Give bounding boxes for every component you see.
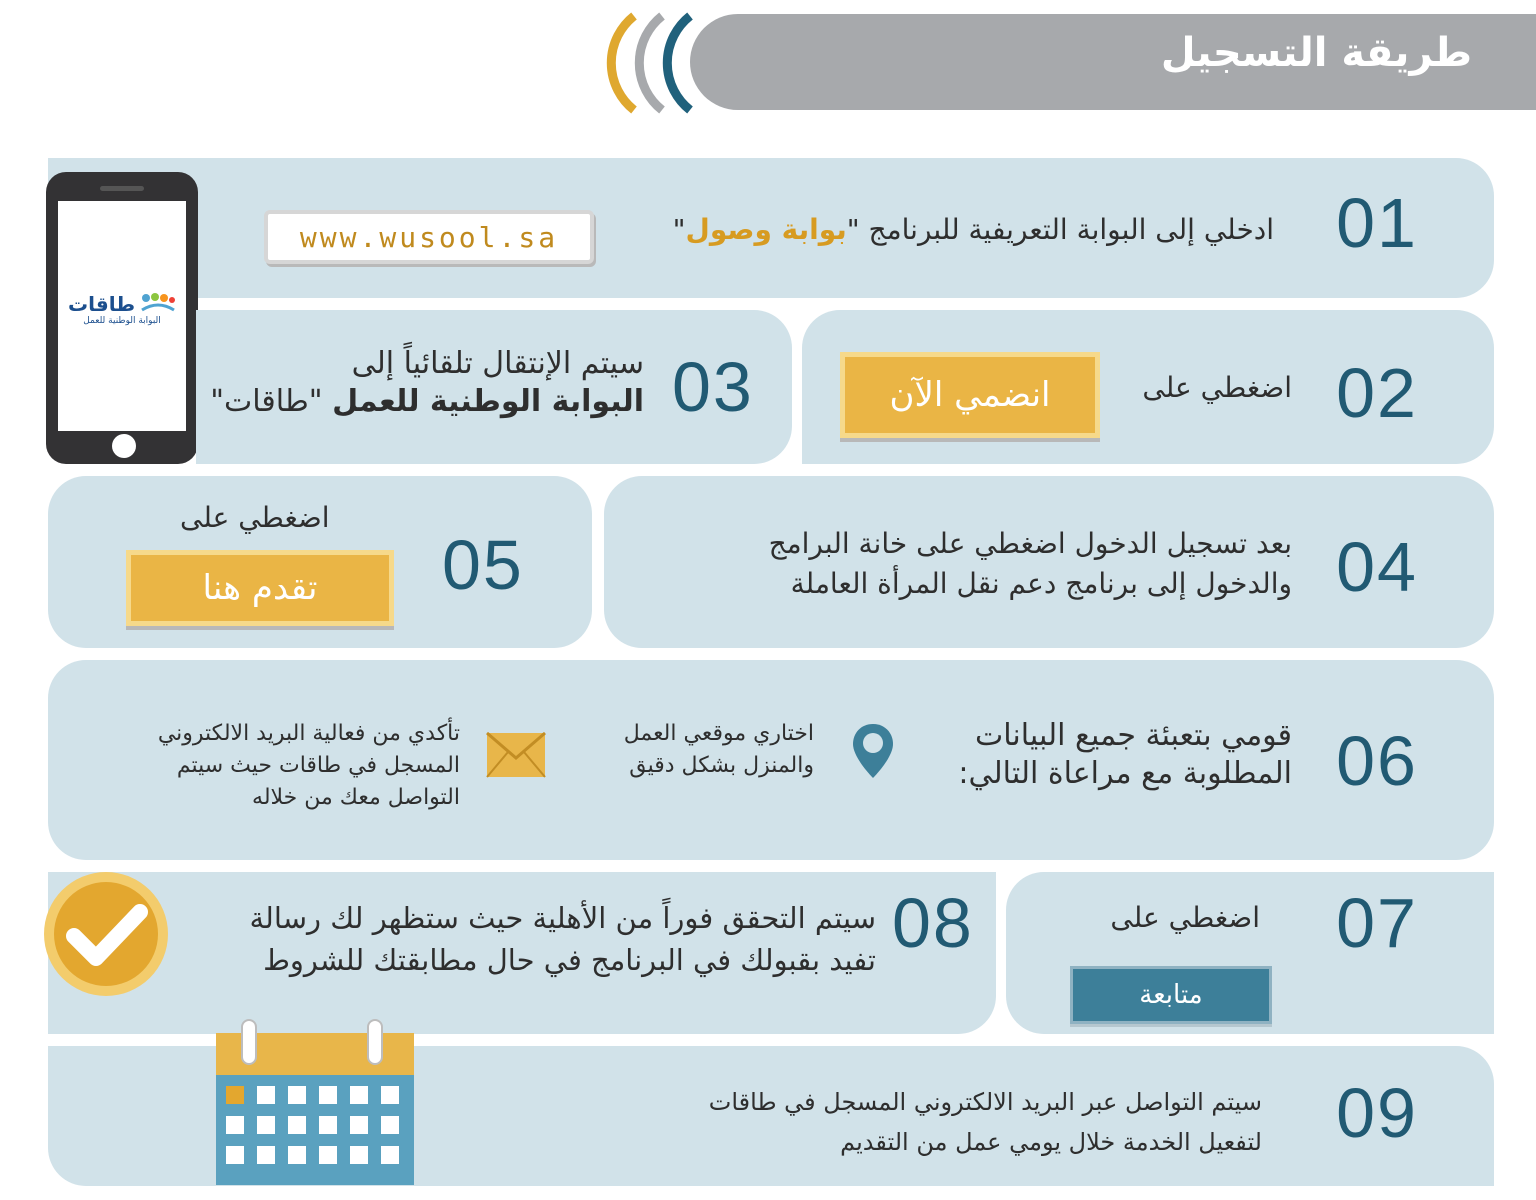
calendar-day-cell: [257, 1116, 275, 1134]
step-number: 04: [1336, 528, 1418, 606]
step-number: 06: [1336, 722, 1418, 800]
calendar-day-cell: [319, 1086, 337, 1104]
calendar-day-cell: [257, 1086, 275, 1104]
step-08-line2: تفيد بقبولك في البرنامج في حال مطابقتك للشروط: [263, 943, 876, 977]
wusool-portal-name: بوابة وصول: [685, 213, 847, 246]
calendar-day-cell: [226, 1086, 244, 1104]
checkmark-icon: [42, 870, 170, 998]
calendar-day-cell: [350, 1116, 368, 1134]
step-02-text: اضغطي على: [1142, 371, 1292, 404]
calendar-day-cell: [226, 1146, 244, 1164]
step-03-line2: البوابة الوطنية للعمل "طاقات": [210, 384, 644, 419]
calendar-day-cell: [319, 1146, 337, 1164]
taqat-logo-icon: [140, 292, 176, 312]
location-pin-icon: [850, 722, 896, 780]
phone-speaker: [100, 186, 144, 191]
step-number: 02: [1336, 354, 1418, 432]
location-line2: والمنزل بشكل دقيق: [629, 753, 814, 778]
step-06-line2: المطلوبة مع مراعاة التالي:: [958, 756, 1292, 791]
step-05-text: اضغطي على: [180, 501, 330, 534]
step-04-line2: والدخول إلى برنامج دعم نقل المرأة العاملة: [790, 567, 1292, 600]
step-09-line1: سيتم التواصل عبر البريد الالكتروني المسجل في طاقات: [708, 1088, 1262, 1116]
step-number: 08: [892, 884, 974, 962]
step-number: 09: [1336, 1074, 1418, 1152]
step-09-line2: لتفعيل الخدمة خلال يومي عمل من التقديم: [840, 1128, 1262, 1156]
calendar-day-cell: [319, 1116, 337, 1134]
wusool-url-link[interactable]: www.wusool.sa: [264, 210, 594, 264]
step-number: 01: [1336, 184, 1418, 262]
step-number: 03: [672, 348, 754, 426]
calendar-day-cell: [288, 1086, 306, 1104]
continue-button[interactable]: متابعة: [1070, 966, 1272, 1024]
calendar-day-cell: [381, 1086, 399, 1104]
step-07-text: اضغطي على: [1110, 901, 1260, 934]
calendar-day-cell: [226, 1116, 244, 1134]
page-title: طريقة التسجيل: [1160, 30, 1472, 76]
step-06-line1: قومي بتعبئة جميع البيانات: [975, 718, 1292, 753]
step-08-line1: سيتم التحقق فوراً من الأهلية حيث ستظهر لك رسالة: [249, 901, 876, 935]
step-03-line1: سيتم الإنتقال تلقائياً إلى: [351, 346, 644, 381]
phone-home-button: [112, 434, 136, 458]
location-line1: اختاري موقعي العمل: [623, 721, 814, 746]
calendar-details: [216, 1016, 414, 1186]
calendar-day-cell: [288, 1146, 306, 1164]
email-line1: تأكدي من فعالية البريد الالكتروني: [157, 721, 460, 746]
email-line2: المسجل في طاقات حيث سيتم: [176, 753, 460, 778]
calendar-day-cell: [381, 1146, 399, 1164]
step-04-line1: بعد تسجيل الدخول اضغطي على خانة البرامج: [768, 527, 1292, 560]
taqat-logo-name: طاقات: [68, 292, 136, 316]
calendar-day-cell: [350, 1086, 368, 1104]
calendar-day-cell: [288, 1116, 306, 1134]
join-now-button[interactable]: انضمي الآن: [840, 352, 1100, 438]
calendar-day-cell: [350, 1146, 368, 1164]
step-number: 05: [442, 526, 524, 604]
apply-here-button[interactable]: تقدم هنا: [126, 550, 394, 626]
calendar-day-cell: [381, 1116, 399, 1134]
step-number: 07: [1336, 884, 1418, 962]
calendar-day-cell: [257, 1146, 275, 1164]
step-01-text: ادخلي إلى البوابة التعريفية للبرنامج "بوابة وصول": [672, 213, 1274, 246]
taqat-logo-subtitle: البوابة الوطنية للعمل: [83, 316, 161, 326]
envelope-icon: [486, 732, 546, 778]
email-line3: التواصل معك من خلاله: [252, 785, 460, 810]
